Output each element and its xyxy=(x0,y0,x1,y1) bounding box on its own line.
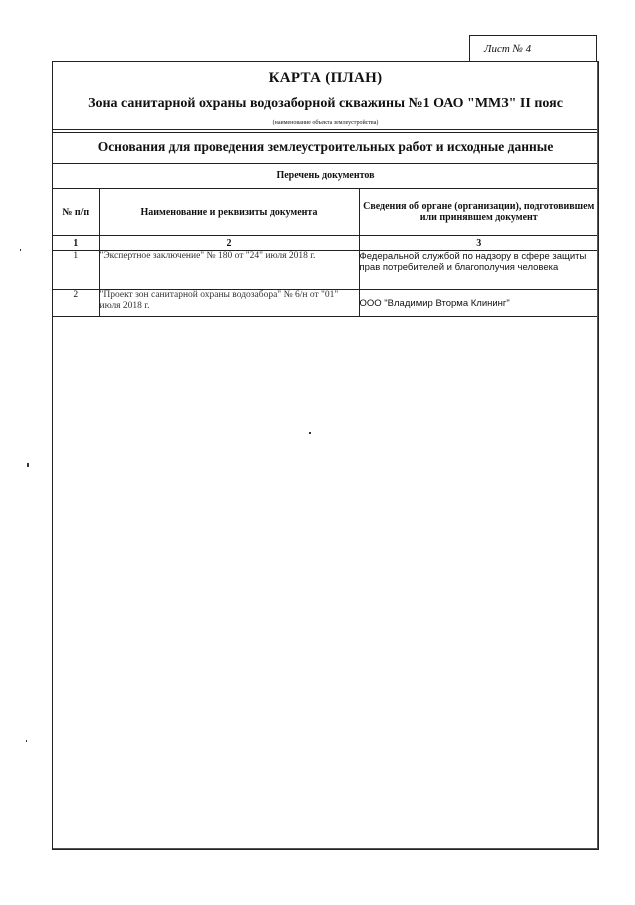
column-number: 2 xyxy=(99,236,359,251)
object-caption: (наименование объекта землеустройства) xyxy=(272,120,379,126)
document-organization: ООО "Владимир Вторма Клининг" xyxy=(359,290,598,317)
column-header-num: № п/п xyxy=(53,189,99,236)
object-name: Зона санитарной охраны водозаборной скважины №1 ОАО "ММЗ" II пояс xyxy=(88,96,563,111)
column-number: 1 xyxy=(53,236,99,251)
basis-title: Основания для проведения землеустроительных работ и исходные данные xyxy=(97,139,554,154)
row-number: 1 xyxy=(53,251,99,290)
sheet-number-box xyxy=(469,35,597,61)
row-number: 2 xyxy=(53,290,99,317)
documents-heading: Перечень документов xyxy=(276,170,375,181)
column-header-doc: Наименование и реквизиты документа xyxy=(99,189,359,236)
scan-speck xyxy=(20,249,21,251)
scan-speck xyxy=(309,432,311,434)
column-number: 3 xyxy=(359,236,598,251)
scan-speck xyxy=(27,463,29,467)
document-organization: Федеральной службой по надзору в сфере защиты прав потребителей и благополучия человека xyxy=(359,251,598,290)
document-name: "Проект зон санитарной охраны водозабора" № 6/н от "01" июля 2018 г. xyxy=(99,290,359,317)
page-frame-inner xyxy=(53,62,598,849)
document-name: "Экспертное заключение" № 180 от "24" июля 2018 г. xyxy=(99,251,359,290)
scan-speck xyxy=(26,740,27,742)
sheet-number: Лист № 4 xyxy=(484,43,532,55)
map-title: КАРТА (ПЛАН) xyxy=(268,70,383,86)
column-header-org: Сведения об органе (организации), подготовившем или принявшем документ xyxy=(359,189,598,236)
